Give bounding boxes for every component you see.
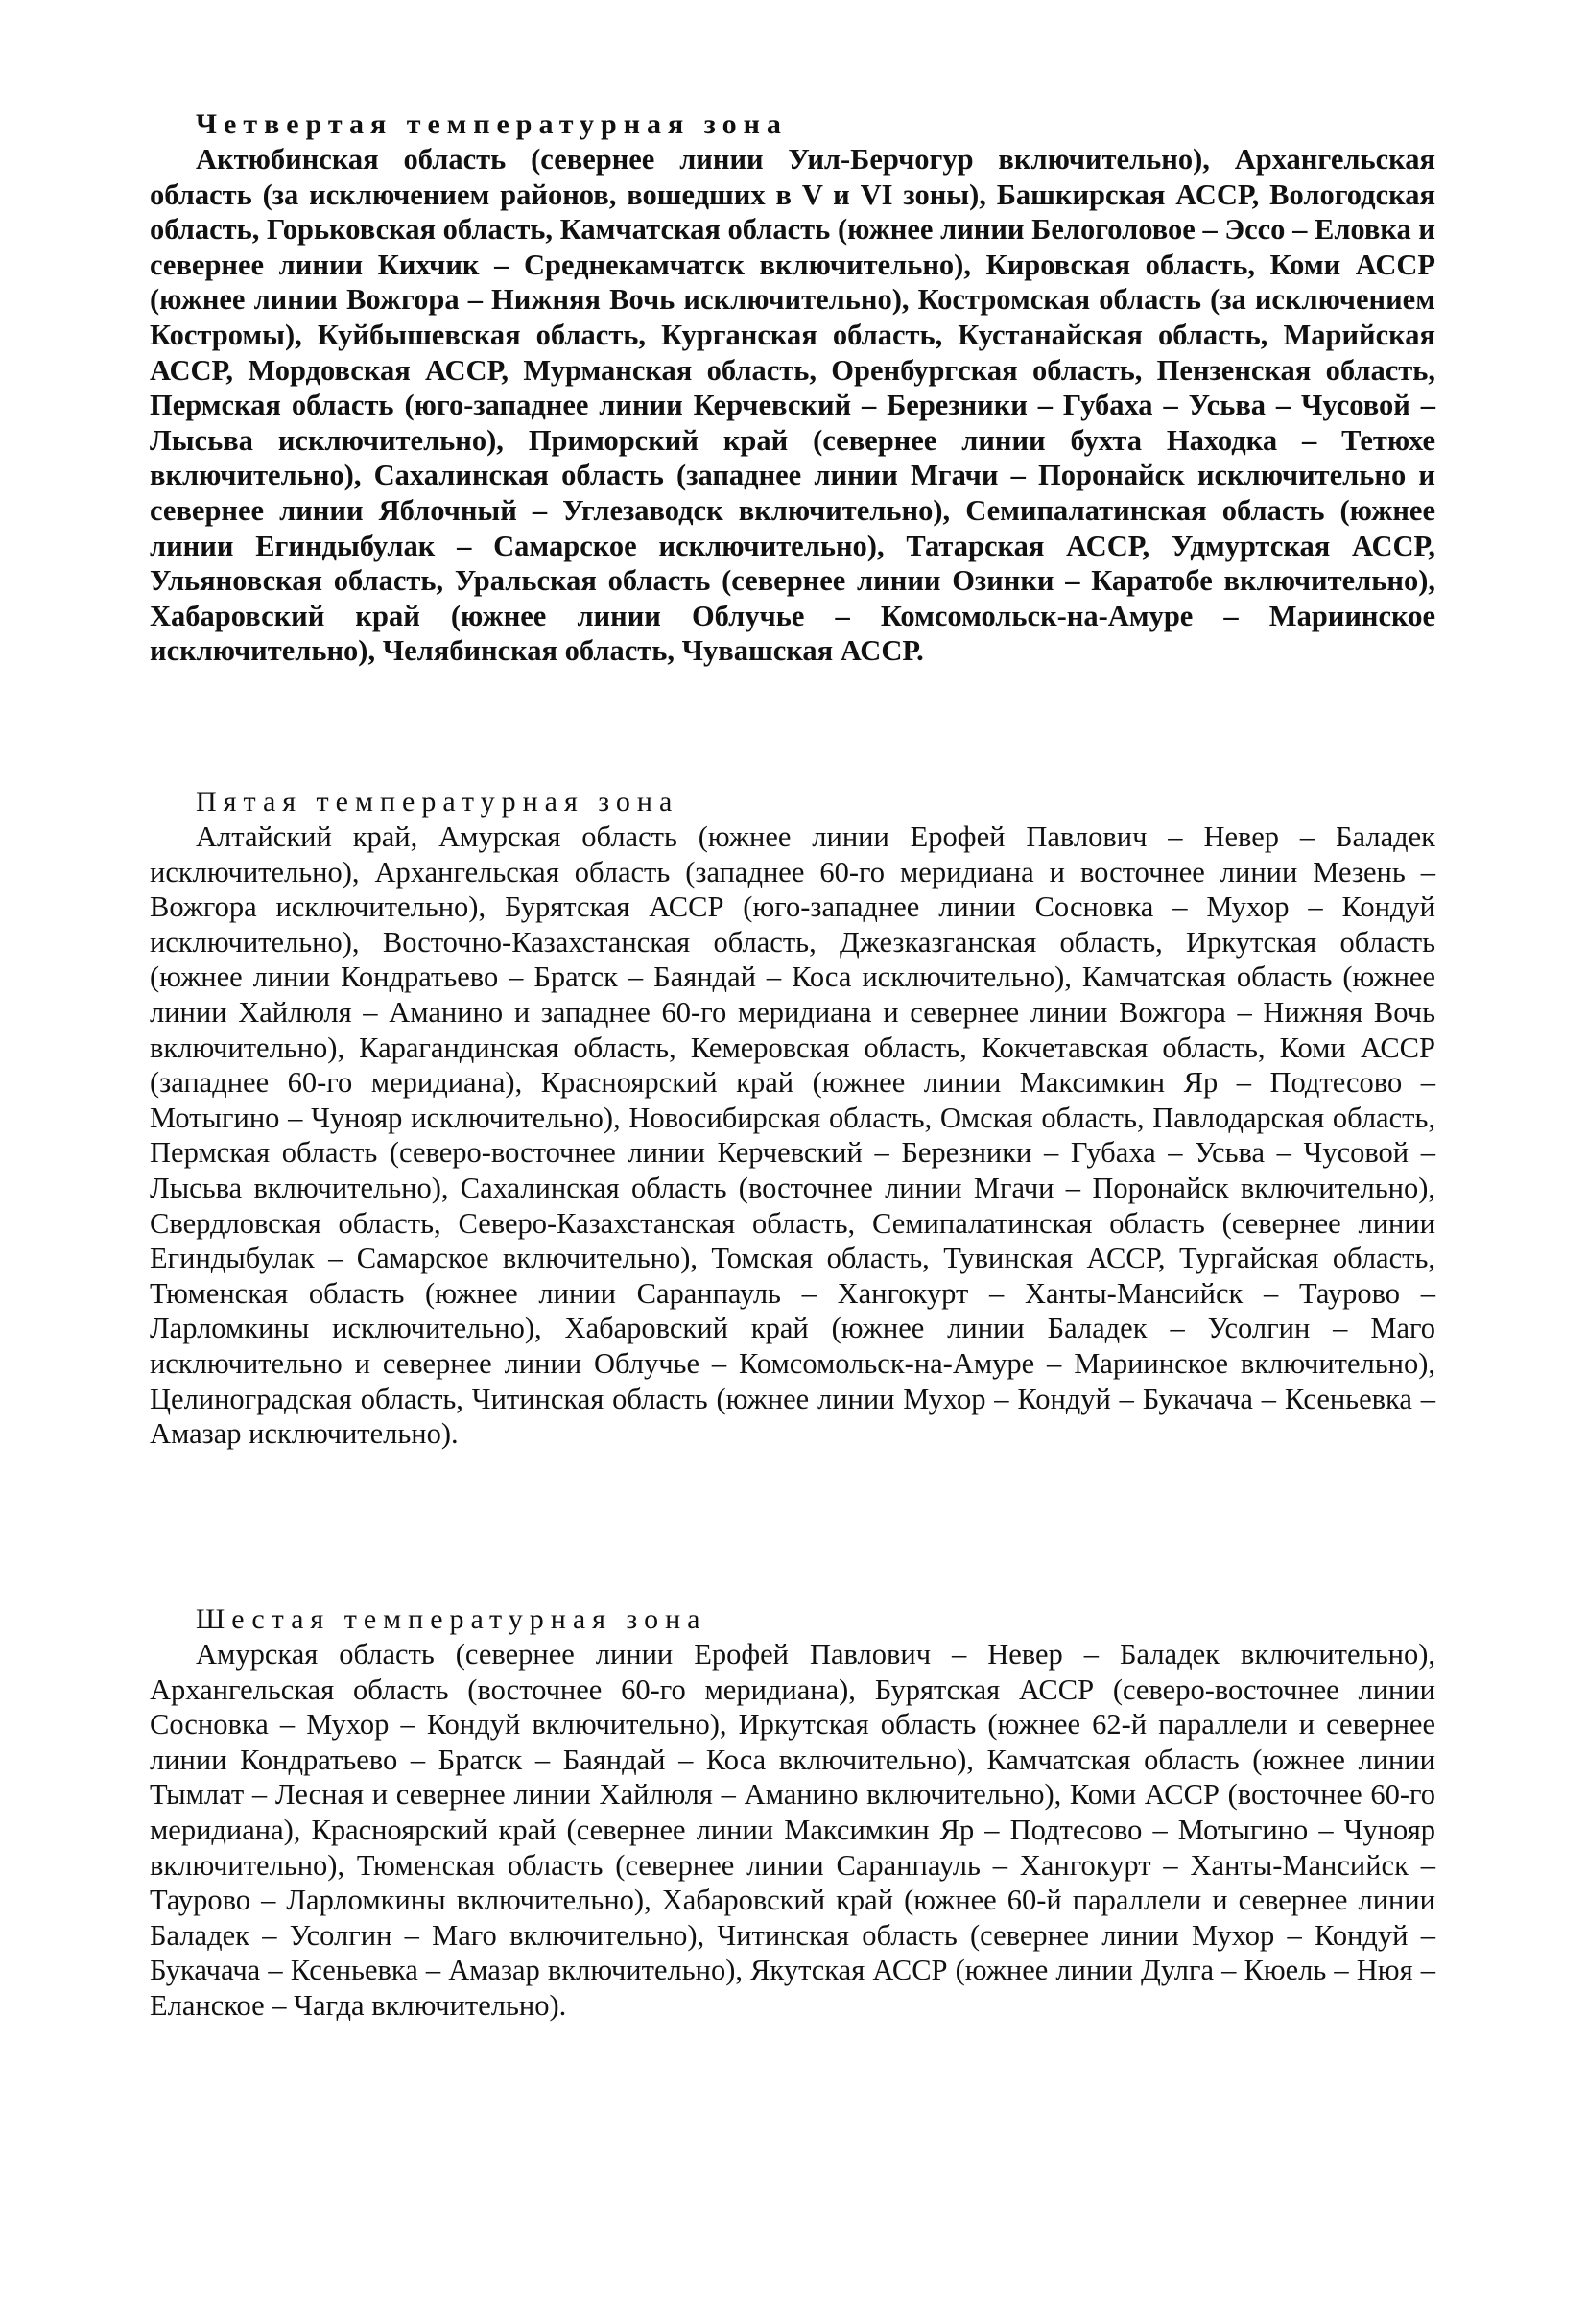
zone-section-sixth	[150, 1602, 1435, 2024]
zone-heading: Четвертая температурная зона	[196, 108, 788, 140]
zone-section-fifth	[150, 785, 1435, 1452]
zone-heading: Шестая температурная зона	[196, 1603, 707, 1635]
zone-paragraph: Актюбинская область (севернее линии Уил-Берчогур включительно), Архангельская область (за исключением районов, вошедших в V и VI зоны), Башкирская АССР, Вологодская область, Горьковская область, Камчатская область (южнее линии Белоголовое – Эссо – Еловка и севернее линии Кихчик – Среднекамчатск включительно), Кировская область, Коми АССР (южнее линии Вожгора – Нижняя Вочь исключительно), Костромская область (за исключением Костромы), Куйбышевская область, Курганская область, Кустанайская область, Марийская АССР, Мордовская АССР, Мурманская область, Оренбургская область, Пензенская область, Пермская область (юго-западнее линии Керчевский – Березники – Губаха – Усьва – Чусовой – Лысьва исключительно), Приморский край (севернее линии бухта Находка – Тетюхе включительно), Сахалинская область (западнее линии Мгачи – Поронайск исключительно и севернее линии Яблочный – Углезаводск включительно), Семипалатинская область (южнее линии Егиндыбулак – Самарское исключительно), Татарская АССР, Удмуртская АССР, Ульяновская область, Уральская область (севернее линии Озинки – Каратобе включительно), Хабаровский край (южнее линии Облучье – Комсомольск-на-Амуре – Мариинское исключительно), Челябинская область, Чувашская АССР.	[150, 143, 1435, 668]
zone-section-fourth	[150, 107, 1435, 669]
zone-paragraph: Алтайский край, Амурская область (южнее линии Ерофей Павлович – Невер – Баладек исключительно), Архангельская область (западнее 60-го меридиана и восточнее линии Мезень – Вожгора исключительно), Бурятская АССР (юго-западнее линии Сосновка – Мухор – Кондуй исключительно), Восточно-Казахстанская область, Джезказганская область, Иркутская область (южнее линии Кондратьево – Братск – Баяндай – Коса исключительно), Камчатская область (южнее линии Хайлюля – Аманино и западнее 60-го меридиана и севернее линии Вожгора – Нижняя Вочь включительно), Карагандинская область, Кемеровская область, Кокчетавская область, Коми АССР (западнее 60-го меридиана), Красноярский край (южнее линии Максимкин Яр – Подтесово – Мотыгино – Чунояр исключительно), Новосибирская область, Омская область, Павлодарская область, Пермская область (северо-восточнее линии Керчевский – Березники – Губаха – Усьва – Чусовой – Лысьва включительно), Сахалинская область (восточнее линии Мгачи – Поронайск включительно), Свердловская область, Северо-Казахстанская область, Семипалатинская область (севернее линии Егиндыбулак – Самарское включительно), Томская область, Тувинская АССР, Тургайская область, Тюменская область (южнее линии Саранпауль – Хангокурт – Ханты-Мансийск – Таурово – Ларломкины исключительно), Хабаровский край (южнее линии Баладек – Усолгин – Маго исключительно и севернее линии Облучье – Комсомольск-на-Амуре – Мариинское включительно), Целиноградская область, Читинская область (южнее линии Мухор – Кондуй – Букачача – Ксеньевка – Амазар исключительно).	[150, 820, 1435, 1451]
zone-paragraph: Амурская область (севернее линии Ерофей Павлович – Невер – Баладек включительно), Архангельская область (восточнее 60-го меридиана), Бурятская АССР (северо-восточнее линии Сосновка – Мухор – Кондуй включительно), Иркутская область (южнее 62-й параллели и севернее линии Кондратьево – Братск – Баяндай – Коса включительно), Камчатская область (южнее линии Тымлат – Лесная и севернее линии Хайлюля – Аманино включительно), Коми АССР (восточнее 60-го меридиана), Красноярский край (севернее линии Максимкин Яр – Подтесово – Мотыгино – Чунояр включительно), Тюменская область (севернее линии Саранпауль – Хангокурт – Ханты-Мансийск – Таурово – Ларломкины включительно), Хабаровский край (южнее 60-й параллели и севернее линии Баладек – Усолгин – Маго включительно), Читинская область (севернее линии Мухор – Кондуй – Букачача – Ксеньевка – Амазар включительно), Якутская АССР (южнее линии Дулга – Кюель – Нюя – Еланское – Чагда включительно).	[150, 1638, 1435, 2022]
zone-heading: Пятая температурная зона	[196, 786, 679, 818]
